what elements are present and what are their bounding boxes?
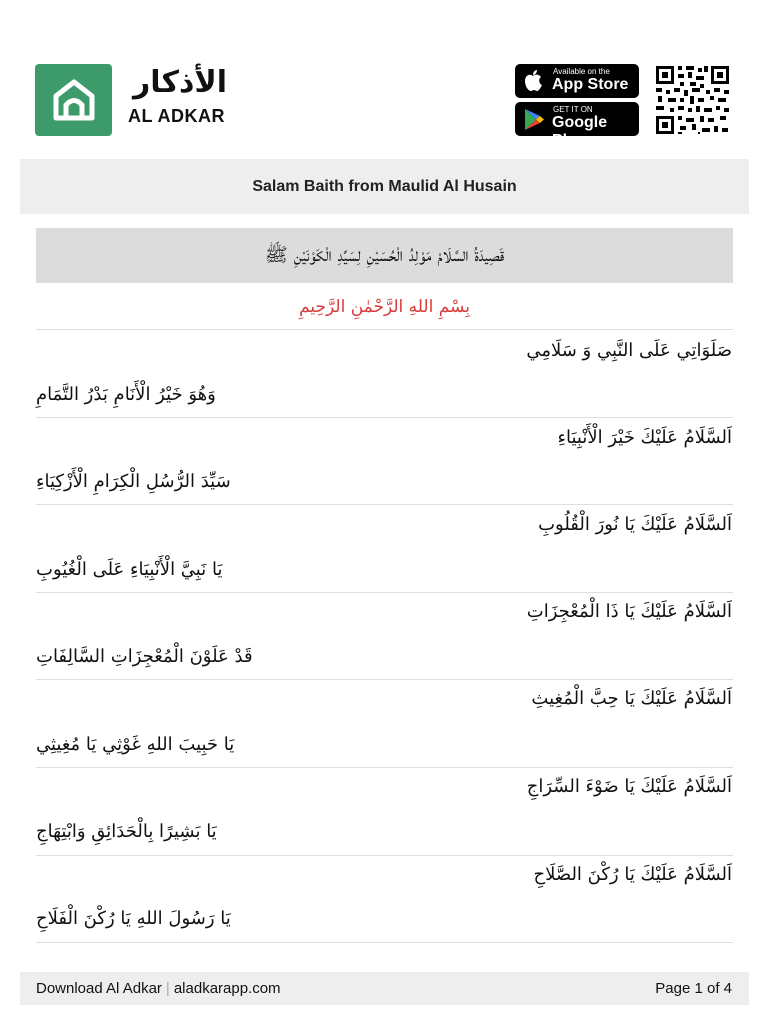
verse-7-first-line: اَلسَّلَامُ عَلَيْكَ يَا رُكْنَ الصَّلَاحِ [533, 864, 732, 885]
page-footer [20, 972, 749, 1005]
brand-name-arabic: الأذكار [133, 65, 227, 100]
basmala: بِسْمِ اللهِ الرَّحْمٰنِ الرَّحِيمِ [299, 297, 470, 317]
verse-1-first-line: صَلَوَاتِي عَلَى النَّبِي وَ سَلَامِي [526, 340, 732, 361]
website-link[interactable]: aladkarapp.com [173, 980, 281, 997]
app-store-button[interactable] [515, 64, 639, 98]
verse-3-first-line: اَلسَّلَامُ عَلَيْكَ يَا نُورَ الْقُلُوبِ [538, 514, 732, 535]
verse-5-first-line: اَلسَّلَامُ عَلَيْكَ يَا حِبَّ الْمُغِيثِ [531, 688, 732, 709]
verse-3-second-line: يَا نَبِيَّ الْأَنْبِيَاءِ عَلَى الْغُيُوبِ [36, 559, 223, 580]
verse-4-first-line: اَلسَّلَامُ عَلَيْكَ يَا ذَا الْمُعْجِزَاتِ [526, 601, 732, 622]
footer-links [36, 980, 281, 997]
home-icon [51, 78, 97, 122]
poem-title: قَصِيدَةُ السَّلَامْ مَوْلِدُ الْحُسَيْنِ لِسَيِّدِ الْكَوْنَيْنِ ﷺ [36, 228, 733, 283]
verse-6-second-line: يَا بَشِيرًا بِالْحَدَائِقِ وَابْتِهَاجِ [36, 821, 217, 842]
verse-2-second-line: سَيِّدَ الرُّسُلِ الْكِرَامِ الْأَزْكِيَاءِ [36, 471, 231, 492]
page-title-bar [20, 159, 749, 214]
divider [36, 417, 733, 418]
download-link[interactable]: Download Al Adkar [36, 980, 162, 997]
divider [36, 504, 733, 505]
verse-6-first-line: اَلسَّلَامُ عَلَيْكَ يَا ضَوْءَ السِّرَاجِ [526, 776, 732, 797]
app-store-label: App Store [552, 76, 629, 93]
page-header [0, 0, 768, 150]
apple-icon [523, 70, 543, 92]
app-logo[interactable] [35, 64, 112, 136]
divider [36, 592, 733, 593]
divider [36, 767, 733, 768]
verse-4-second-line: قَدْ عَلَوْنَ الْمُعْجِزَاتِ السَّالِفَاتِ [36, 646, 253, 667]
google-play-icon [523, 108, 545, 131]
google-play-small-label: GET IT ON [553, 105, 593, 114]
verse-1-second-line: وَهُوَ خَيْرُ الْأَنَامِ بَدْرُ التَّمَامِ [36, 384, 216, 405]
google-play-button[interactable] [515, 102, 639, 149]
divider [36, 855, 733, 856]
footer-separator: | [165, 980, 170, 997]
app-store-small-label: Available on the [553, 67, 610, 76]
page-title: Salam Baith from Maulid Al Husain [252, 178, 517, 195]
verse-2-first-line: اَلسَّلَامُ عَلَيْكَ خَيْرَ الْأَنْبِيَاءِ [557, 427, 732, 448]
divider [36, 679, 733, 680]
brand-name: AL ADKAR [128, 106, 225, 126]
verse-7-second-line: يَا رَسُولَ اللهِ يَا رُكْنَ الْفَلَاحِ [36, 908, 231, 929]
divider [36, 329, 733, 330]
verse-5-second-line: يَا حَبِيبَ اللهِ غَوْثِي يَا مُغِيثِي [36, 734, 235, 755]
divider [36, 942, 733, 943]
qr-code-icon [654, 64, 731, 136]
google-play-label: Google Play [552, 114, 608, 149]
page-number: Page 1 of 4 [655, 980, 732, 997]
